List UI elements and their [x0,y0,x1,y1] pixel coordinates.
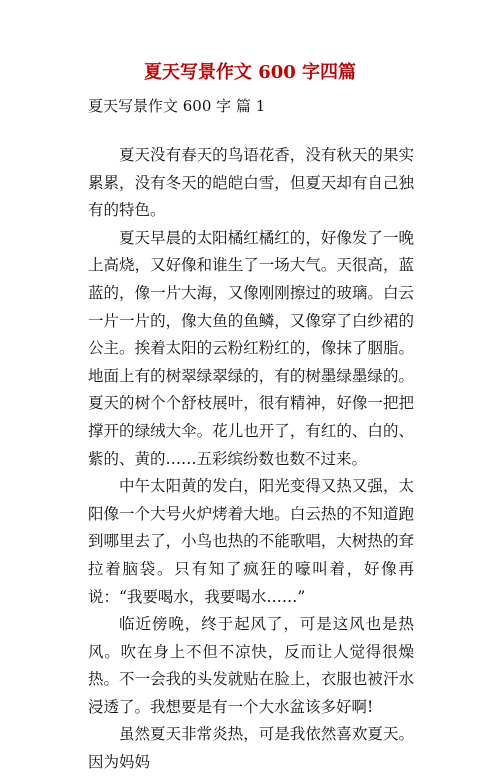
section-heading: 夏天写景作文 600 字 篇 1 [88,97,266,115]
paragraph: 虽然夏天非常炎热，可是我依然喜欢夏天。因为妈妈 [88,725,414,772]
paragraph: 夏天早晨的太阳橘红橘红的，好像发了一晚上高烧，又好像和谁生了一场大气。天很高，蓝蓝的，像一片大海，又像刚刚擦过的玻璃。白云一片一片的，像大鱼的鱼鳞，又像穿了白纱裙的公主。挨着太阳的云粉红粉红的，像抹了胭脂。地面上有的树翠绿翠绿的，有的树墨绿墨绿的。夏天的树个个舒枝展叶，很有精神，好像一把把撑开的绿绒大伞。花儿也开了，有红的、白的、紫的、黄的……五彩缤纷数也数不过来。 [88,228,414,468]
document-title: 夏天写景作文 600 字四篇 [143,62,357,83]
essay-body [88,142,414,777]
paragraph: 夏天没有春天的鸟语花香，没有秋天的果实累累，没有冬天的皑皑白雪，但夏天却有自己独有的特色。 [88,146,414,220]
paragraph: 中午太阳黄的发白，阳光变得又热又强，太阳像一个大号火炉烤着大地。白云热的不知道跑到哪里去了，小鸟也热的不能歌唱，大树热的耷拉着脑袋。只有知了疯狂的嚎叫着，好像再说：“我要喝水，我要喝水……” [88,477,414,606]
paragraph: 临近傍晚，终于起风了，可是这风也是热风。吹在身上不但不凉快，反而让人觉得很燥热。不一会我的头发就贴在脸上，衣服也被汗水浸透了。我想要是有一个大水盆该多好啊! [88,615,414,716]
